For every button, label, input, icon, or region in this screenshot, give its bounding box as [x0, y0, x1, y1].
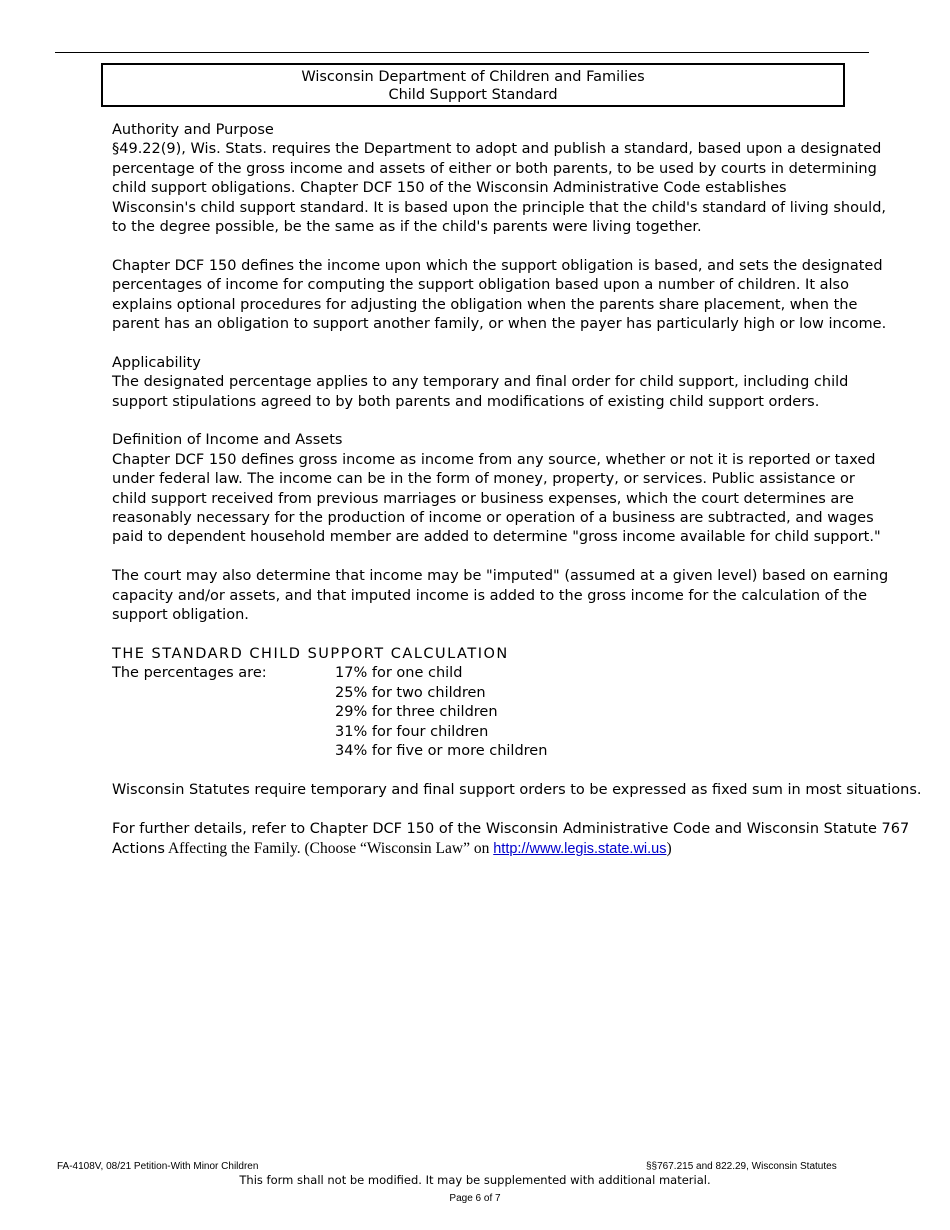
- page-title: Child Support Standard: [388, 87, 558, 103]
- further-details-line2: [112, 839, 882, 859]
- income-line: reasonably necessary for the production of income or operation of a business are subtracted, and wages: [112, 510, 874, 527]
- percentage-item: 29% for three children: [335, 704, 498, 721]
- imputed-line: support obligation.: [112, 607, 249, 624]
- authority-paragraph2-line: percentages of income for computing the support obligation based upon a number of children. It also: [112, 277, 849, 294]
- percentage-row: [112, 723, 882, 742]
- percentage-row: [112, 684, 882, 703]
- income-line: under federal law. The income can be in the form of money, property, or services. Public assistance or: [112, 471, 855, 488]
- percentages-label: The percentages are:: [112, 665, 267, 682]
- authority-line: percentage of the gross income and assets of either or both parents, to be used by courts in determining: [112, 160, 877, 177]
- applicability-line: The designated percentage applies to any temporary and final order for child support, including child: [112, 374, 849, 391]
- authority-line: to the degree possible, be the same as if the child's parents were living together.: [112, 219, 702, 236]
- authority-line: Wisconsin's child support standard. It is based upon the principle that the child's standard of living should,: [112, 199, 887, 216]
- fixed-sum-note: Wisconsin Statutes require temporary and final support orders to be expressed as fixed sum in most situations.: [112, 781, 922, 798]
- form-id: FA-4108V, 08/21 Petition-With Minor Children: [57, 1161, 259, 1172]
- title-box: [101, 63, 845, 107]
- agency-name: Wisconsin Department of Children and Families: [301, 69, 645, 85]
- authority-heading: Authority and Purpose: [112, 122, 274, 138]
- applicability-heading: Applicability: [112, 354, 201, 371]
- percentage-item: 25% for two children: [335, 684, 486, 701]
- page-number: Page 6 of 7: [449, 1193, 501, 1204]
- percentage-row: [112, 664, 882, 683]
- percentage-row: [112, 703, 882, 722]
- statute-reference: §§767.215 and 822.29, Wisconsin Statutes: [646, 1161, 837, 1172]
- imputed-line: capacity and/or assets, and that imputed income is added to the gross income for the calculation of the: [112, 587, 868, 604]
- modification-notice: This form shall not be modified. It may be supplemented with additional material.: [239, 1173, 711, 1187]
- authority-paragraph2-line: parent has an obligation to support another family, or when the payer has particularly high or low income.: [112, 316, 887, 333]
- income-line: child support received from previous marriages or business expenses, which the court determines are: [112, 490, 854, 507]
- further-family-text: Affecting the Family. (Choose “Wisconsin Law” on: [164, 839, 494, 857]
- income-heading: Definition of Income and Assets: [112, 432, 343, 449]
- percentage-item: 34% for five or more children: [335, 742, 548, 759]
- document-body: [112, 121, 922, 859]
- further-actions-text: Actions: [112, 840, 165, 857]
- authority-line: child support obligations. Chapter DCF 150 of the Wisconsin Administrative Code establishes: [112, 180, 787, 197]
- percentage-item: 31% for four children: [335, 723, 489, 740]
- authority-line: §49.22(9), Wis. Stats. requires the Department to adopt and publish a standard, based upon a designated: [112, 141, 882, 158]
- legis-link[interactable]: http://www.legis.state.wi.us: [493, 840, 667, 857]
- percentage-row: [112, 742, 882, 761]
- top-rule: [55, 52, 869, 53]
- further-details-line: For further details, refer to Chapter DCF 150 of the Wisconsin Administrative Code and Wisconsin Statute 767: [112, 820, 910, 837]
- calculation-heading: THE STANDARD CHILD SUPPORT CALCULATION: [112, 645, 509, 662]
- income-line: paid to dependent household member are added to determine "gross income available for child support.": [112, 529, 881, 546]
- authority-paragraph2-line: explains optional procedures for adjusting the obligation when the parents share placement, when the: [112, 296, 858, 313]
- authority-paragraph2-line: Chapter DCF 150 defines the income upon which the support obligation is based, and sets the designated: [112, 257, 883, 274]
- closing-paren: ): [666, 839, 672, 857]
- applicability-line: support stipulations agreed to by both parents and modifications of existing child support orders.: [112, 393, 820, 410]
- percentage-item: 17% for one child: [335, 665, 463, 682]
- income-line: Chapter DCF 150 defines gross income as income from any source, whether or not it is reported or taxed: [112, 451, 876, 468]
- imputed-line: The court may also determine that income may be "imputed" (assumed at a given level) based on earning: [112, 568, 889, 585]
